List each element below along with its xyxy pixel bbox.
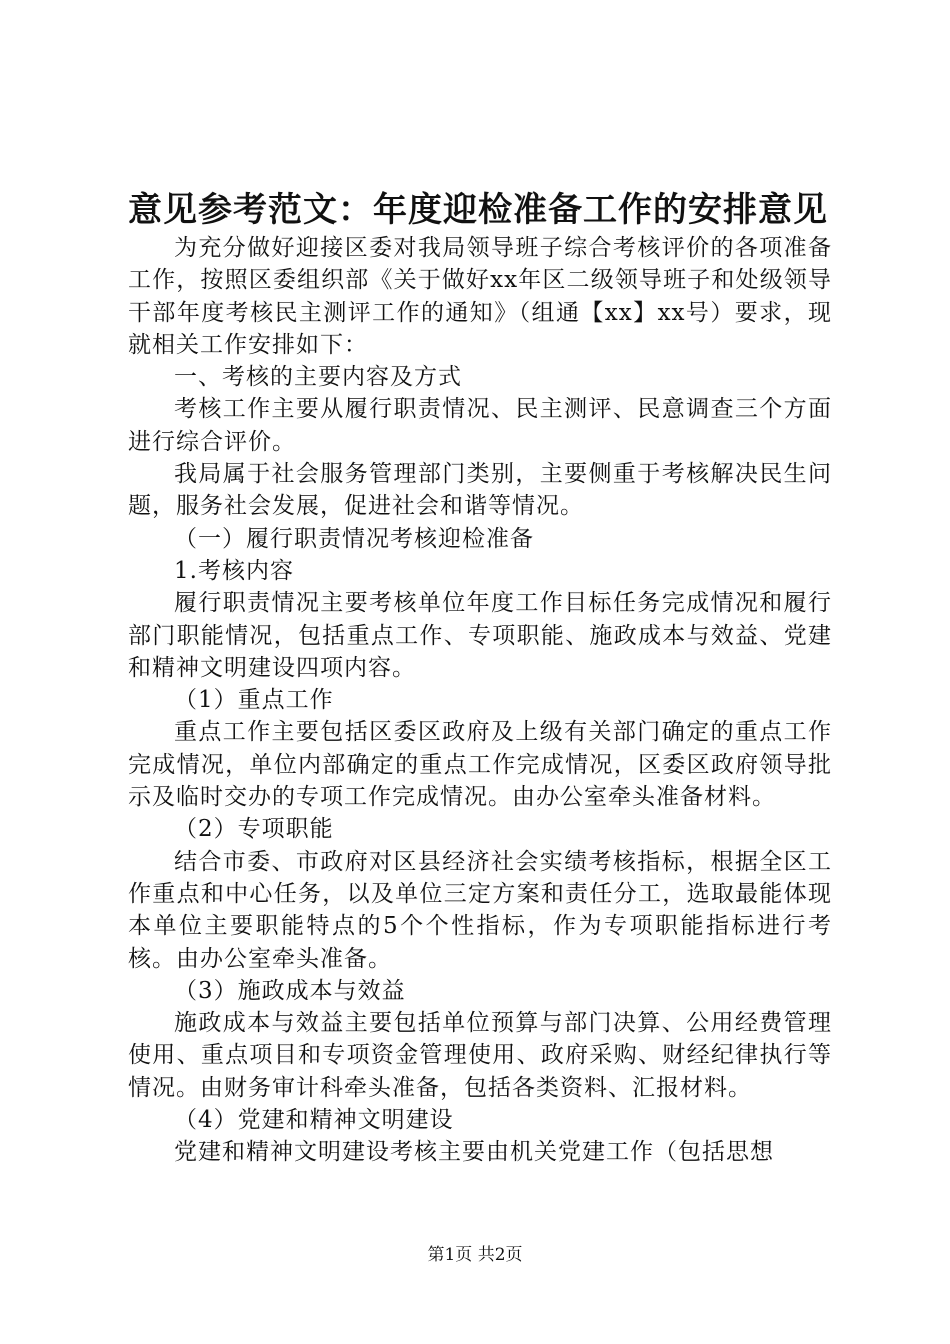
item-heading: 1.考核内容: [174, 557, 294, 584]
paragraph: 结合市委、市政府对区县经济社会实绩考核指标，根据全区工作重点和中心任务，以及单位三定方案和责任分工，选取最能体现本单位主要职能特点的5个个性指标，作为专项职能指标进行考核。由办公室牵头准备。: [128, 848, 832, 972]
item-heading: （4）党建和精神文明建设: [174, 1107, 454, 1134]
paragraph: 施政成本与效益主要包括单位预算与部门决算、公用经费管理使用、重点项目和专项资金管理使用、政府采购、财经纪律执行等情况。由财务审计科牵头准备，包括各类资料、汇报材料。: [128, 1010, 832, 1101]
subsection-heading: （一）履行职责情况考核迎检准备: [174, 525, 534, 552]
paragraph: 我局属于社会服务管理部门类别，主要侧重于考核解决民生问题，服务社会发展，促进社会和谐等情况。: [128, 461, 832, 520]
paragraph: 履行职责情况主要考核单位年度工作目标任务完成情况和履行部门职能情况，包括重点工作、专项职能、施政成本与效益、党建和精神文明建设四项内容。: [128, 590, 832, 681]
item-heading: （2）专项职能: [174, 816, 334, 843]
item-heading: （1）重点工作: [174, 687, 334, 714]
paragraph: 重点工作主要包括区委区政府及上级有关部门确定的重点工作完成情况，单位内部确定的重点工作完成情况，区委区政府领导批示及临时交办的专项工作完成情况。由办公室牵头准备材料。: [128, 719, 832, 811]
document-body: [128, 232, 832, 1169]
page-footer: 第1页 共2页: [427, 1245, 523, 1265]
document-title: 意见参考范文：年度迎检准备工作的安排意见: [128, 190, 828, 230]
paragraph: 考核工作主要从履行职责情况、民主测评、民意调查三个方面进行综合评价。: [128, 396, 832, 455]
paragraph: 党建和精神文明建设考核主要由机关党建工作（包括思想: [174, 1139, 774, 1166]
item-heading: （3）施政成本与效益: [174, 977, 406, 1004]
section-heading: 一、考核的主要内容及方式: [174, 364, 462, 391]
paragraph: 为充分做好迎接区委对我局领导班子综合考核评价的各项准备工作，按照区委组织部《关于做好xx年区二级领导班子和处级领导干部年度考核民主测评工作的通知》（组通【xx】xx号）要求，现就相关工作安排如下：: [128, 235, 832, 358]
